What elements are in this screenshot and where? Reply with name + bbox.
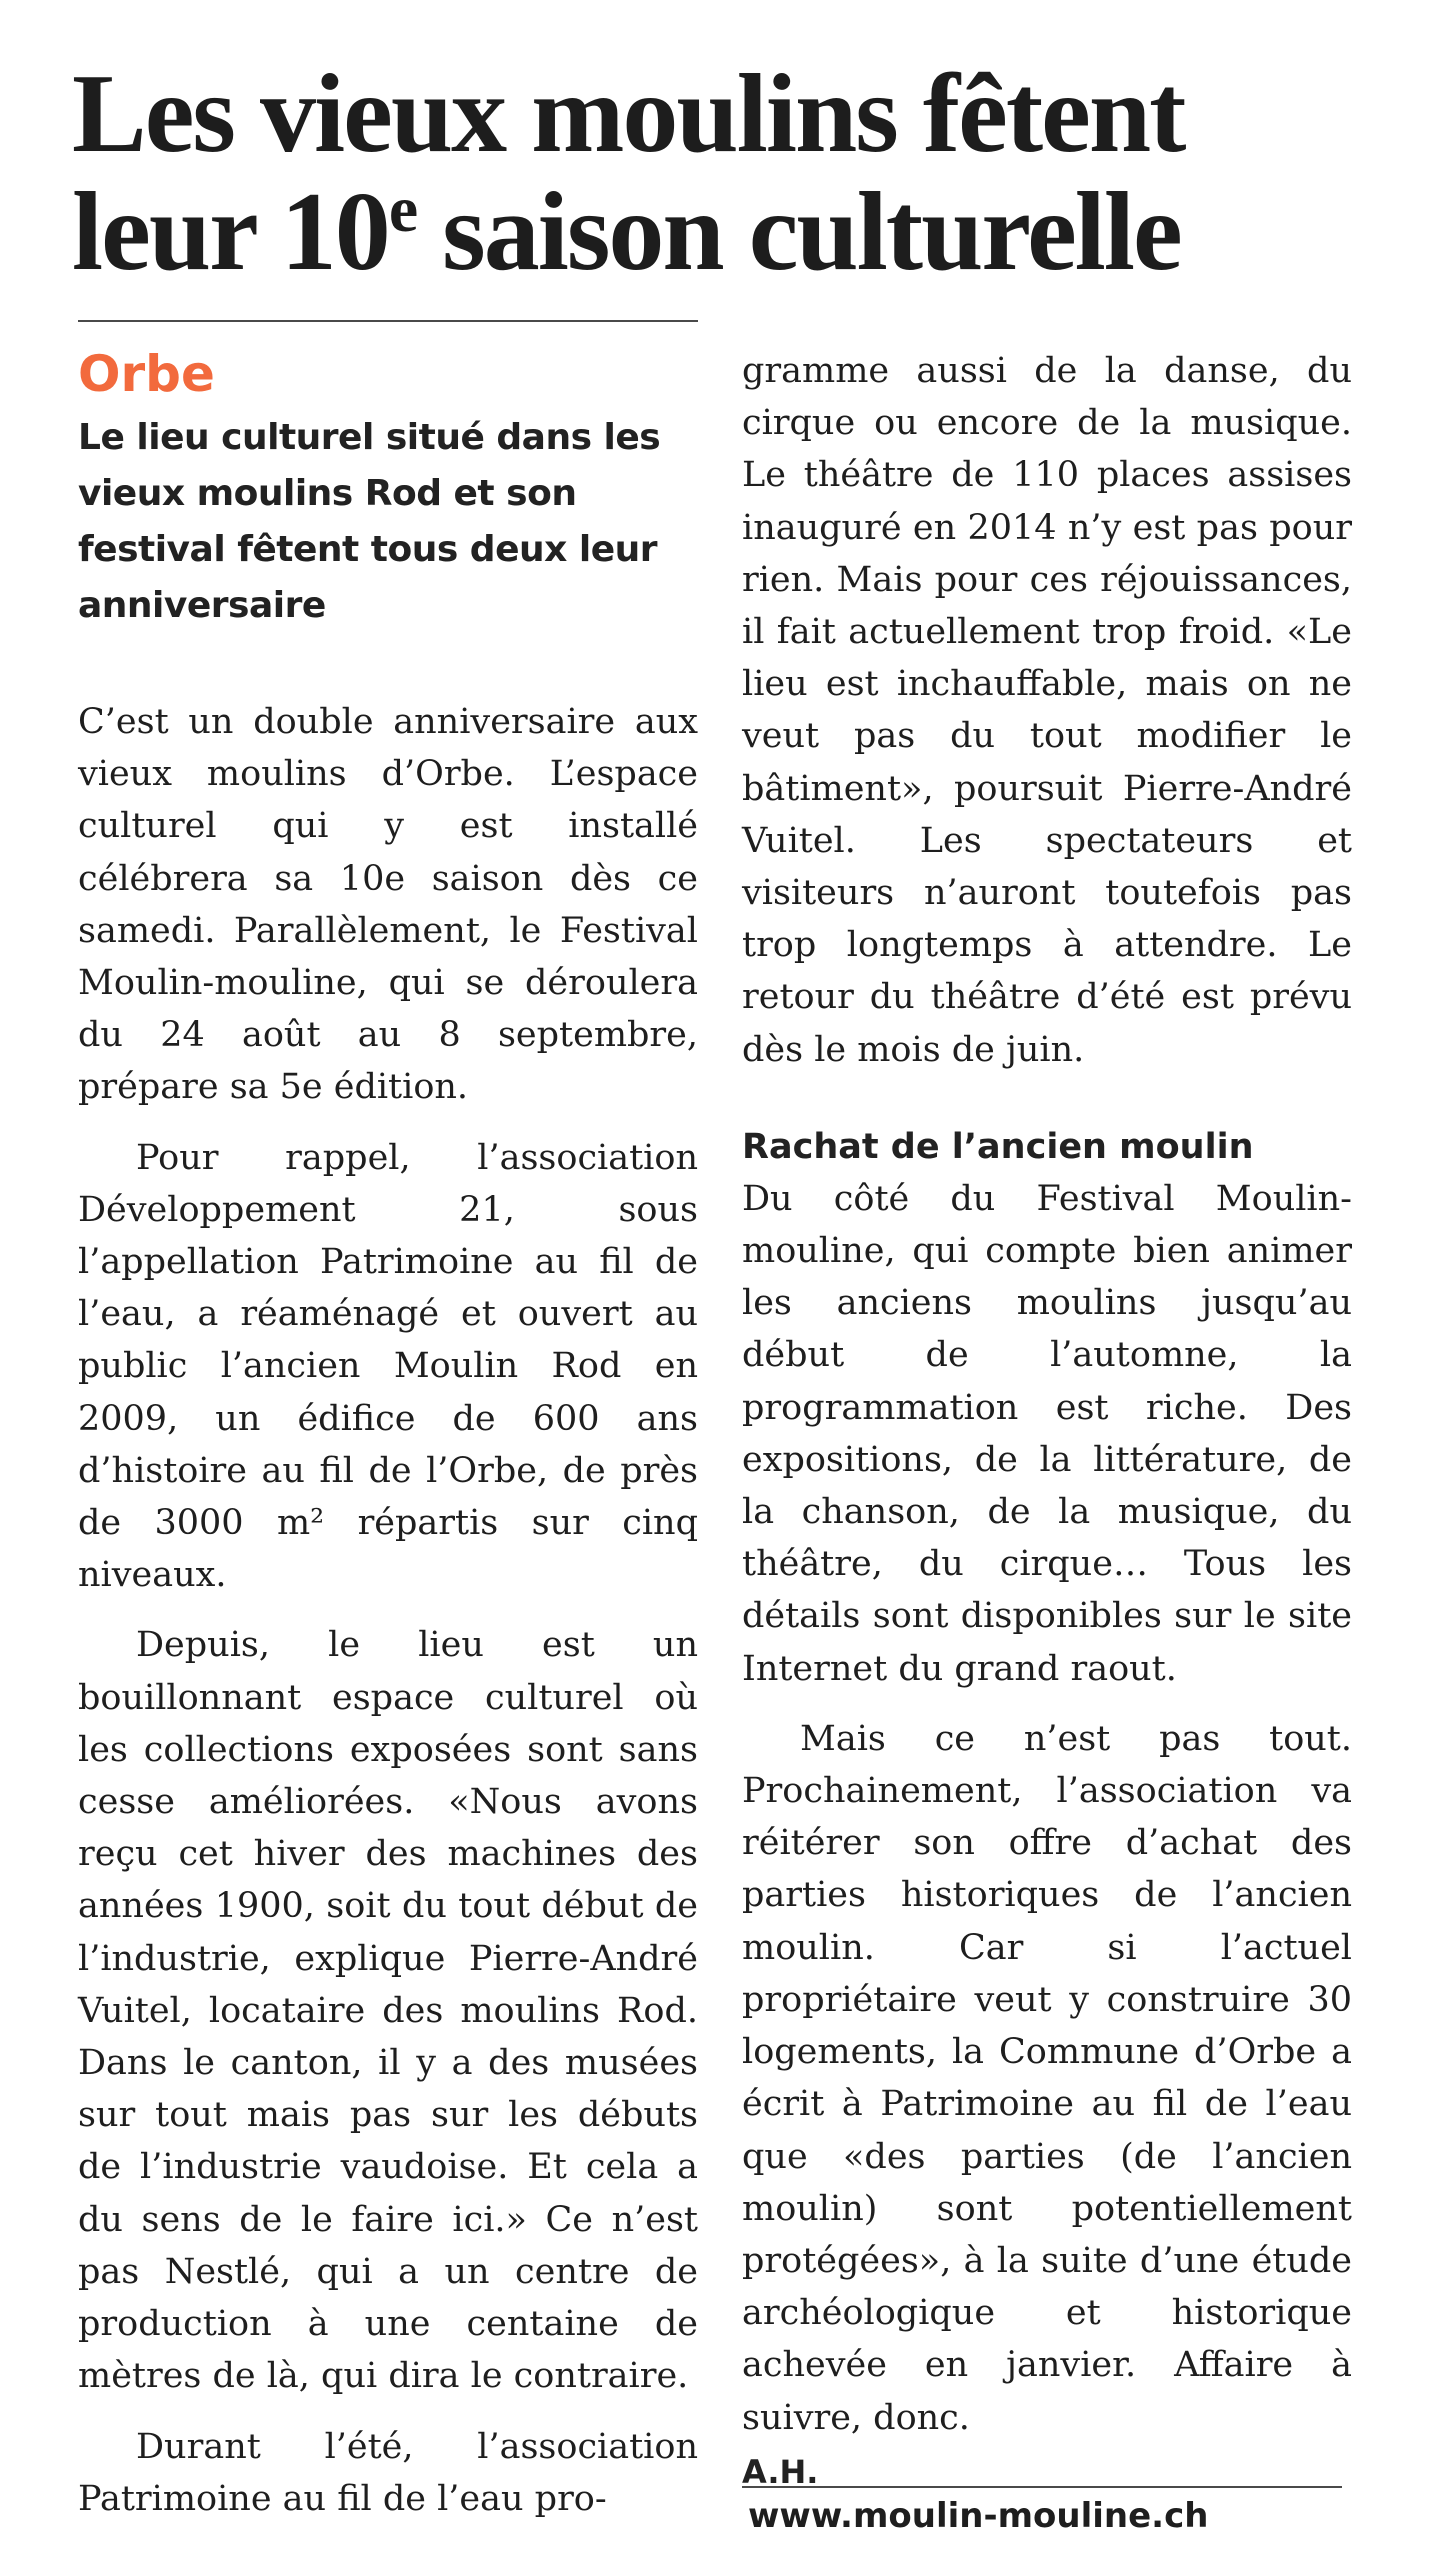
column-top-rule [78, 320, 698, 322]
paragraph-2: Pour rappel, l’association Développement 21, sous l’appellation Patrimoine au fil de l’eau, a réaménagé et ouvert au public l’ancien Moulin Rod en 2009, un édifice de 600 ans d’histoire au fil de l’Orbe, de près de 3000 m² répartis sur cinq niveaux. [78, 1137, 698, 1596]
headline [72, 52, 1372, 294]
headline-line-1: Les vieux moulins fêtent [72, 52, 1185, 176]
headline-line-2-end: saison culturelle [416, 170, 1181, 294]
paragraph-1: C’est un double anniversaire aux vieux moulins d’Orbe. L’espace culturel qui y est installé célébrera sa 10e saison dès ce samedi. Parallèlement, le Festival Moulin-mouline, qui se déroulera du 24 août au 8 septembre, prépare sa 5e édition. [78, 702, 698, 1108]
kicker-location: Orbe [78, 345, 215, 403]
paragraph-continued: gramme aussi de la danse, du cirque ou encore de la musique. Le théâtre de 110 places assises inauguré en 2014 n’y est pas pour rien. Mais pour ces réjouissances, il fait actuellement trop froid. «Le lieu est inchauffable, mais on ne veut pas du tout modifier le bâtiment», poursuit Pierre-André Vuitel. Les spectateurs et visiteurs n’auront toutefois pas trop longtemps à attendre. Le retour du théâtre d’été est prévu dès le mois de juin. [742, 351, 1352, 1070]
author-signature: A.H. [742, 2452, 819, 2491]
headline-superscript: e [388, 173, 417, 246]
section-subhead: Rachat de l’ancien moulin [742, 1126, 1254, 1167]
right-body [742, 345, 1352, 1076]
left-column [78, 320, 698, 2525]
headline-line-2 [72, 170, 1372, 294]
footer-rule [742, 2486, 1342, 2488]
right-column [742, 345, 1352, 2496]
lead-paragraph: Le lieu culturel situé dans les vieux moulins Rod et son festival fêtent tous deux leur anniversaire [78, 417, 661, 626]
paragraph-5: Du côté du Festival Moulin-mouline, qui compte bien animer les anciens moulins jusqu’au début de l’automne, la programmation est riche. Des expositions, de la littérature, de la chanson, de la musique, du théâtre, du cirque… Tous les détails sont disponibles sur le site Internet du grand raout. [742, 1178, 1352, 1689]
headline-line-2-start: leur 10 [72, 170, 389, 294]
left-body [78, 696, 698, 2525]
paragraph-3: Depuis, le lieu est un bouillonnant espace culturel où les collections exposées sont sans cesse améliorées. «Nous avons reçu cet hiver des machines des années 1900, soit du tout début de l’industrie, explique Pierre-André Vuitel, locataire des moulins Rod. Dans le canton, il y a des musées sur tout mais pas sur les débuts de l’industrie vaudoise. Et cela a du sens de le faire ici.» Ce n’est pas Nestlé, qui a un centre de production à une centaine de mètres de là, qui dira le contraire. [78, 1625, 698, 2397]
website-link[interactable]: www.moulin-mouline.ch [748, 2496, 1209, 2536]
right-body-2 [742, 1173, 1352, 2444]
paragraph-6: Mais ce n’est pas tout. Prochainement, l’association va réitérer son offre d’achat des parties historiques de l’ancien moulin. Car si l’actuel propriétaire veut y construire 30 logements, la Commune d’Orbe a écrit à Patrimoine au fil de l’eau que «des parties (de l’ancien moulin) sont potentiellement protégées», à la suite d’une étude archéologique et historique achevée en janvier. Affaire à suivre, donc. [742, 1718, 1352, 2438]
paragraph-4: Durant l’été, l’association Patrimoine au fil de l’eau pro- [78, 2426, 698, 2519]
